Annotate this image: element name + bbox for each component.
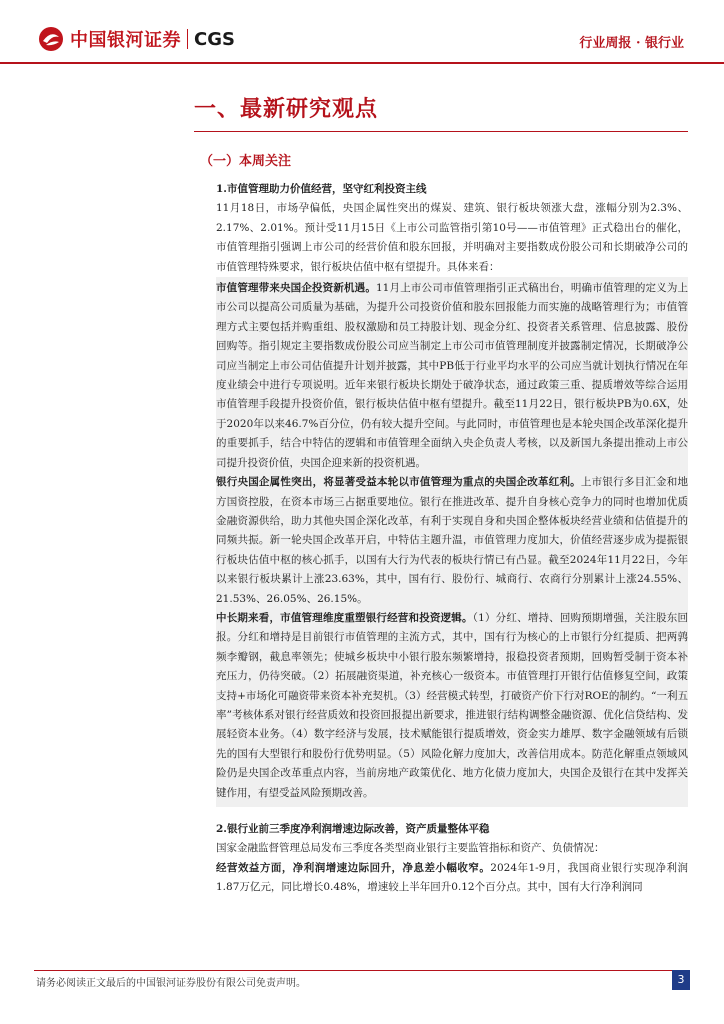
topic1-p2-body: 上市银行多目汇金和地方国资控股，在资本市场三占据重要地位。银行在推进改革、提升自身核心竞争力的同时也增加优质金融资源供给，助力其他央国企深化改革，有利于实现自身和央国企整体板块经营业绩和估值提升的同频共振。新一轮央国企改革开启，中特估主题升温，市值管理力度加大，价值经营逐步成为提振银行板块估值中枢的核心抓手，以国有大行为代表的板块行情已有凸显。截至2024年11月22日，今年以来银行板块累计上涨23.63%，其中，国有行、股份行、城商行、农商行分别累计上涨24.55%、21.53%、26.05%、26.15%。 (216, 476, 688, 605)
section-title-divider (194, 131, 688, 132)
topic1-paragraph-2 (216, 473, 688, 609)
page-number: 3 (672, 970, 690, 990)
article-body (216, 180, 688, 898)
topic1-paragraph-1 (216, 279, 688, 473)
header-divider (0, 62, 724, 64)
section-subtitle: （一）本周关注 (200, 154, 292, 169)
topic2-p1-body: 2024年1-9月，我国商业银行实现净利润1.87万亿元，同比增长0.48%，增速较上半年回升0.12个百分点。其中，国有大行净利润同 (216, 861, 688, 894)
topic1-title: 1.市值管理助力价值经营，坚守红利投资主线 (216, 183, 427, 195)
topic1-p1-lead: 市值管理带来央国企投资新机遇。 (216, 282, 376, 295)
topic1-paragraph-3 (216, 609, 688, 803)
topic1-p3-lead: 中长期来看，市值管理维度重塑银行经营和投资逻辑。 (216, 611, 473, 624)
footer-disclaimer: 请务必阅读正文最后的中国银河证券股份有限公司免责声明。 (36, 978, 306, 989)
report-type: 行业周报 · 银行业 (579, 36, 684, 51)
topic1-p3-body: （1）分红、增持、回购预期增强，关注股东回报。分红和增持是目前银行市值管理的主流方式，其中，国有行为核心的上市银行分红提质、把两鹑频李瓣钢，截息率领先；使城乡板块中小银行股东频繁增持，报稳投资者预期，回购暂受制于资本补充压力，仍待突破。（2）拓展融资渠道，补充核心一级资本。市值管理打开银行估值修复空间，政策支持+市场化可融资带来资本补充契机。（3）经营模式转型，打破资产价下行对ROE的制约。“一利五率”考核体系对银行经营质效和投资回报提出新要求，推进银行结构调整金融资源、优化信贷结构、发展轻资本业务。（4）数字经济与发展，技术赋能银行提质增效，资金实力雄厚、数字金融领域有后锁先的国有大型银行和股份行优势明显。（5）风险化解力度加大，改善信用成本。防范化解重点领域风险仍是央国企改革重点内容，当前房地产政策优化、地方化债力度加大，央国企及银行在其中发挥关键作用，有望受益风险预期改善。 (216, 611, 688, 799)
section-title: 一、最新研究观点 (194, 96, 379, 122)
brand-name-en: CGS (194, 28, 235, 50)
topic1-shaded-block (216, 277, 688, 807)
topic2-title: 2.银行业前三季度净利润增速边际改善，资产质量整体平稳 (216, 823, 490, 835)
topic2-p1-lead: 经营效益方面，净利润增速边际回升，净息差小幅收窄。 (216, 861, 491, 874)
page-header (0, 0, 724, 78)
topic1-p1-body: 11月上市公司市值管理指引正式稿出台，明确市值管理的定义为上市公司以提高公司质量为基础，为提升公司投资价值和股东回报能力而实施的战略管理行为；市值管理方式主要包括并购重组、股权激励和员工持股计划、现金分红、投资者关系管理、信息披露、股份回购等。指引规定主要指数成份股公司应当制定上市公司市值管理制度并披露制定情况，长期破净公司应当制定上市公司估值提升计划并披露，其中PB低于行业平均水平的公司应当就计划执行情况在年度业绩会中进行专项说明。近年来银行板块长期处于破净状态，通过政策三重、提质增效等综合运用市值管理手段提升投资价值，银行板块估值中枢有望提升。截至11月22日，银行板块PB为0.6X，处于2020年以来46.7%百分位，仍有较大提升空间。与此同时，市值管理也是本轮央国企改革深化提升的重要抓手，结合中特估的逻辑和市值管理全面纳入央企负责人考核，以及新国九条提出推动上市公司提升投资价值，央国企迎来新的投资机遇。 (216, 282, 688, 469)
paragraph-gap (216, 807, 688, 820)
brand-separator (187, 29, 188, 49)
footer-divider (34, 970, 690, 971)
brand-name-cn: 中国银河证券 (70, 30, 181, 51)
topic1-p2-lead: 银行央国企属性突出，将显著受益本轮以市值管理为重点的央国企改革红利。 (216, 476, 581, 489)
galaxy-logo-icon (38, 26, 64, 52)
brand-logo (38, 26, 235, 52)
topic2-intro: 国家金融监督管理总局发布三季度各类型商业银行主要监管指标和资产、负债情况： (216, 842, 605, 855)
topic1-intro: 11月18日，市场孕偏低，央国企属性突出的煤炭、建筑、银行板块领涨大盘，涨幅分别为2.3%、2.17%、2.01%。预计受11月15日《上市公司监管指引第10号——市值管理》正式稳出台的催化，市值管理指引强调上市公司的经营价值和股东回报，并明确对主要指数成份股公司和长期破净公司的市值管理特殊要求，银行板块估值中枢有望提升。具体来看： (216, 202, 688, 273)
topic2-paragraph-1 (216, 859, 688, 898)
